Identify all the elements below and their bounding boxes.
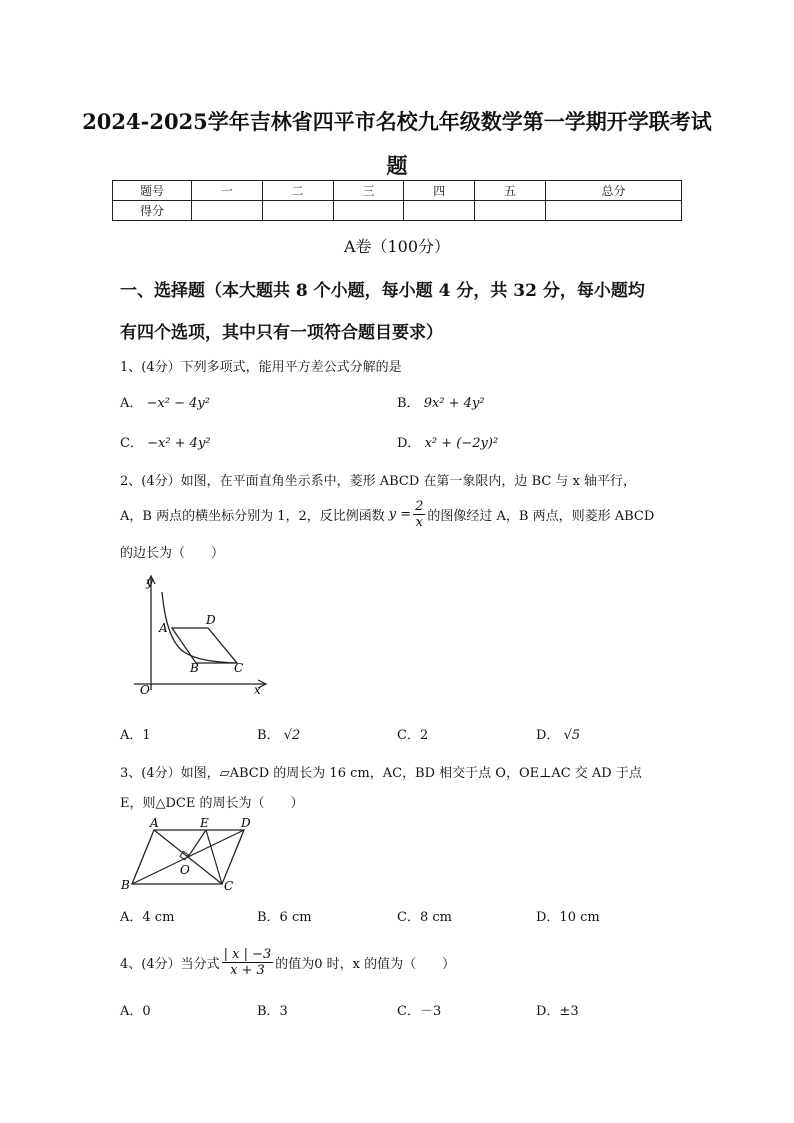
label-y: y bbox=[146, 575, 153, 589]
score-cell[interactable] bbox=[475, 201, 546, 221]
section-1-heading-line-2: 有四个选项，其中只有一项符合题目要求） bbox=[120, 323, 443, 343]
score-table-score-row bbox=[113, 201, 682, 221]
q1-option-b[interactable] bbox=[397, 392, 485, 411]
q3-line-2: E，则△DCE 的周长为（ ） bbox=[120, 796, 304, 811]
q2-option-c[interactable]: C．2 bbox=[397, 728, 429, 743]
q3-line-1: 3、(4分）如图，▱ABCD 的周长为 16 cm，AC，BD 相交于点 O，OE⊥AC 交 AD 于点 bbox=[120, 766, 642, 781]
fraction-denominator: x bbox=[415, 514, 423, 530]
q2-func-lhs: y = bbox=[388, 506, 412, 522]
q3-option-c[interactable]: C．8 cm bbox=[397, 910, 452, 925]
q3-figure-parallelogram bbox=[118, 818, 268, 894]
q4-line bbox=[120, 942, 455, 982]
q2-line-2 bbox=[120, 496, 654, 532]
score-header-cell: 一 bbox=[192, 181, 263, 201]
q4-option-b[interactable]: B．3 bbox=[257, 1004, 288, 1019]
q2-line-1: 2、(4分）如图，在平面直角坐示系中，菱形 ABCD 在第一象限内，边 BC 与 x 轴平行， bbox=[120, 474, 637, 489]
score-row-label: 得分 bbox=[113, 201, 192, 221]
fraction-denominator: x + 3 bbox=[230, 962, 265, 978]
q2-function-fraction bbox=[413, 499, 425, 530]
label-c: C bbox=[224, 879, 234, 893]
option-label: D． bbox=[397, 436, 421, 451]
q3-option-b[interactable]: B．6 cm bbox=[257, 910, 312, 925]
q4-text-pre: 4、(4分）当分式 bbox=[120, 956, 220, 972]
option-label: B． bbox=[257, 728, 280, 743]
label-e: E bbox=[200, 818, 209, 830]
q1-option-c[interactable] bbox=[120, 432, 211, 451]
q2-figure-rhombus-hyperbola bbox=[126, 572, 272, 696]
label-a: A bbox=[159, 621, 168, 635]
q2-line-3: 的边长为（ ） bbox=[120, 546, 225, 561]
rhombus-abcd bbox=[172, 628, 237, 663]
score-header-cell: 二 bbox=[262, 181, 333, 201]
score-cell[interactable] bbox=[545, 201, 681, 221]
q2-option-b[interactable] bbox=[257, 724, 300, 743]
score-header-cell: 总分 bbox=[545, 181, 681, 201]
label-o: O bbox=[180, 863, 190, 877]
score-cell[interactable] bbox=[192, 201, 263, 221]
q2-text-post: 的图像经过 A，B 两点，则菱形 ABCD bbox=[427, 508, 655, 524]
label-c: C bbox=[234, 661, 244, 675]
q1-option-a[interactable] bbox=[120, 392, 210, 411]
title-line-2: 题 bbox=[386, 153, 408, 178]
label-b: B bbox=[190, 661, 199, 675]
q3-option-d[interactable]: D．10 cm bbox=[536, 910, 600, 925]
label-x: x bbox=[254, 683, 261, 696]
score-table bbox=[112, 180, 682, 221]
q1-stem: 1、(4分）下列多项式，能用平方差公式分解的是 bbox=[120, 360, 402, 375]
option-math: √5 bbox=[563, 728, 581, 743]
q3-option-a[interactable]: A．4 cm bbox=[120, 910, 175, 925]
segment-ec bbox=[206, 830, 222, 884]
option-math: √2 bbox=[283, 728, 301, 743]
q2-option-d[interactable] bbox=[536, 724, 580, 743]
q4-option-d[interactable]: D．±3 bbox=[536, 1004, 579, 1019]
q4-text-post: 的值为0 时，x 的值为（ ） bbox=[275, 956, 456, 972]
label-a: A bbox=[150, 818, 159, 830]
option-label: A． bbox=[120, 396, 143, 411]
label-d: D bbox=[241, 818, 251, 830]
option-math: −x² − 4y² bbox=[146, 396, 210, 411]
fraction-numerator: 2 bbox=[415, 498, 424, 514]
score-cell[interactable] bbox=[262, 201, 333, 221]
option-label: C． bbox=[120, 436, 143, 451]
q2-option-a[interactable]: A．1 bbox=[120, 728, 151, 743]
score-header-cell: 四 bbox=[404, 181, 475, 201]
label-b: B bbox=[121, 878, 130, 892]
score-header-cell: 题号 bbox=[113, 181, 192, 201]
score-table-header-row bbox=[113, 181, 682, 201]
score-cell[interactable] bbox=[404, 201, 475, 221]
section-1-heading-line-1: 一、选择题（本大题共 8 个小题，每小题 4 分，共 32 分，每小题均 bbox=[120, 281, 645, 301]
option-label: B． bbox=[397, 396, 420, 411]
score-header-cell: 三 bbox=[333, 181, 404, 201]
fraction-numerator: | x | −3 bbox=[223, 946, 272, 962]
option-label: D． bbox=[536, 728, 560, 743]
option-math: x² + (−2y)² bbox=[424, 436, 499, 451]
q2-text-pre: A，B 两点的横坐标分别为 1，2，反比例函数 bbox=[120, 508, 385, 524]
q4-fraction bbox=[222, 947, 274, 978]
q4-option-c[interactable]: C．－3 bbox=[397, 1004, 442, 1019]
score-header-cell: 五 bbox=[475, 181, 546, 201]
score-cell[interactable] bbox=[333, 201, 404, 221]
option-math: −x² + 4y² bbox=[147, 436, 211, 451]
label-o: O bbox=[140, 683, 150, 696]
option-math: 9x² + 4y² bbox=[423, 396, 485, 411]
q1-option-d[interactable] bbox=[397, 432, 498, 451]
part-a-heading: A卷（100分） bbox=[343, 237, 451, 256]
label-d: D bbox=[206, 613, 216, 627]
title-line-1: 2024-2025学年吉林省四平市名校九年级数学第一学期开学联考试 bbox=[82, 109, 712, 134]
q4-option-a[interactable]: A．0 bbox=[120, 1004, 151, 1019]
